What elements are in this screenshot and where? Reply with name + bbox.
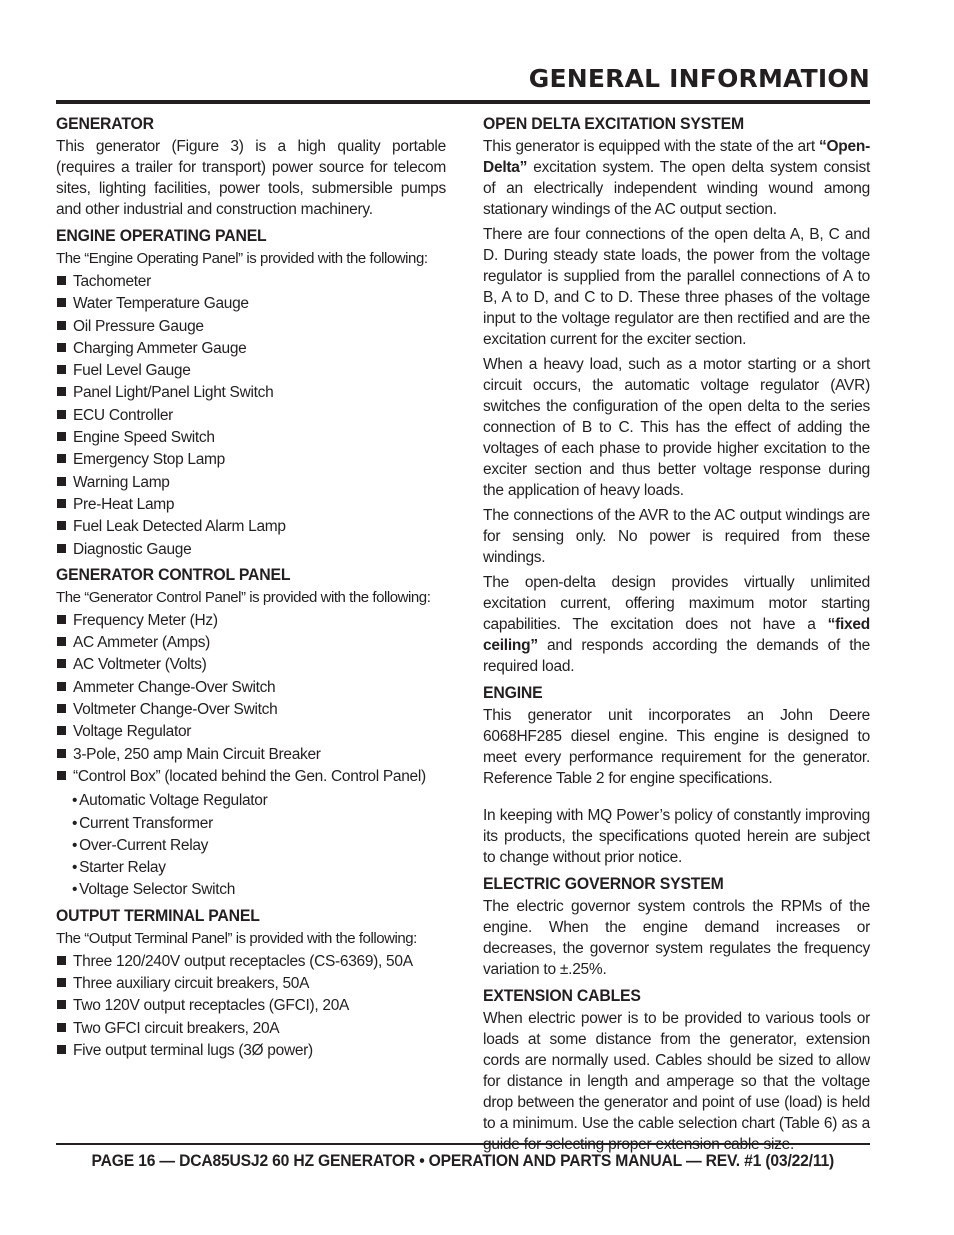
list-item-text: Ammeter Change-Over Switch: [73, 678, 276, 696]
page-footer: [56, 1152, 870, 1171]
list-item-text: AC Ammeter (Amps): [73, 634, 211, 652]
list-item-text: Panel Light/Panel Light Switch: [73, 384, 274, 402]
sub-list-item: [56, 835, 446, 857]
output-panel-list: [56, 951, 446, 1062]
right-column: [483, 112, 870, 1159]
list-item: [56, 316, 446, 338]
list-item: [56, 271, 446, 293]
list-item: [56, 654, 446, 676]
list-item: [56, 766, 446, 788]
list-item-text: Water Temperature Gauge: [73, 295, 249, 313]
output-panel-section: [56, 904, 446, 1062]
list-item-text: Fuel Level Gauge: [73, 362, 191, 380]
list-item-text: Three auxiliary circuit breakers, 50A: [73, 975, 310, 993]
list-item: [56, 610, 446, 632]
generator-heading: GENERATOR: [56, 114, 154, 133]
engine-heading: ENGINE: [483, 683, 543, 702]
governor-section: [483, 872, 870, 980]
control-box-sublist: [56, 790, 446, 901]
round-bullet-icon: •: [72, 859, 78, 877]
square-bullet-icon: [57, 637, 66, 646]
control-panel-list: [56, 610, 446, 788]
left-column: [56, 112, 446, 1064]
square-bullet-icon: [57, 659, 66, 668]
square-bullet-icon: [57, 499, 66, 508]
list-item: [56, 360, 446, 382]
engine-panel-section: [56, 224, 446, 561]
square-bullet-icon: [57, 321, 66, 330]
governor-paragraph: The electric governor system controls the RPMs of the engine. When the engine demand increases or decreases, the governor system regulates the frequency variation to ±.25%.: [483, 898, 870, 978]
list-item: [56, 494, 446, 516]
list-item-text: Two 120V output receptacles (GFCI), 20A: [73, 997, 350, 1015]
open-delta-p1-text: This generator is equipped with the state of the art: [483, 138, 819, 155]
list-item-text: Pre-Heat Lamp: [73, 495, 175, 513]
list-item-text: “Control Box” (located behind the Gen. Control Panel): [73, 767, 426, 785]
sub-list-item: [56, 879, 446, 901]
cables-paragraph: When electric power is to be provided to various tools or loads at some distance from the generator, extension cords are normally used. Cables should be sized to allow for distance in length and amperage so that the voltage drop between the generator and point of use (load) is held to a minimum. Use the cable selection chart (Table 6) as a: [483, 1010, 870, 1132]
square-bullet-icon: [57, 544, 66, 553]
list-item: [56, 516, 446, 538]
square-bullet-icon: [57, 1045, 66, 1054]
list-item: [56, 382, 446, 404]
round-bullet-icon: •: [72, 792, 78, 810]
square-bullet-icon: [57, 956, 66, 965]
generator-text: This generator (Figure 3) is a high quality portable (requires a trailer for transport) power source for telecom sites, lighting facilities, power tools, submersible pumps and other industrial and construction machinery.: [56, 138, 446, 218]
square-bullet-icon: [57, 477, 66, 486]
open-delta-paragraph-2: There are four connections of the open delta A, B, C and D. During steady state loads, the power from the voltage regulator is supplied from the parallel connections of A to B, A to D, and C to D. These three phases of the voltage input to the voltage regulator are then rectified and are the excitation current for the exciter section.: [483, 226, 870, 348]
open-delta-term: “Open-Delta”: [483, 138, 870, 176]
list-item-text: Emergency Stop Lamp: [73, 451, 225, 469]
list-item-text: Two GFCI circuit breakers, 20A: [73, 1019, 280, 1037]
round-bullet-icon: •: [72, 881, 78, 899]
open-delta-paragraph-4: The connections of the AVR to the AC output windings are for sensing only. No power is required from these windings.: [483, 507, 870, 566]
output-panel-intro: The “Output Terminal Panel” is provided with the following:: [56, 929, 417, 947]
open-delta-p5-text-cont: and responds according the demands of the required load.: [483, 637, 870, 675]
list-item-text: Engine Speed Switch: [73, 429, 215, 447]
list-item-text: Tachometer: [73, 273, 151, 290]
cables-section: [483, 984, 870, 1155]
engine-section: [483, 681, 870, 868]
square-bullet-icon: [57, 410, 66, 419]
output-panel-heading: OUTPUT TERMINAL PANEL: [56, 905, 260, 925]
engine-panel-list: [56, 271, 446, 561]
list-item-text: Warning Lamp: [73, 473, 170, 491]
list-item: [56, 951, 446, 973]
header-rule: [56, 100, 870, 104]
square-bullet-icon: [57, 771, 66, 780]
round-bullet-icon: •: [72, 814, 78, 832]
list-item-text: Diagnostic Gauge: [73, 540, 192, 558]
list-item: [56, 427, 446, 449]
list-item-text: Frequency Meter (Hz): [73, 611, 218, 629]
footer-rule: [56, 1143, 870, 1145]
open-delta-section: [483, 112, 870, 677]
open-delta-p1-text-cont: excitation system. The open delta system consist of an electrically independent winding wound among stationary windings of the AC output section.: [483, 159, 870, 218]
sub-list-item: [56, 790, 446, 812]
list-item: [56, 677, 446, 699]
page-title: GENERAL INFORMATION: [528, 64, 870, 93]
list-item: [56, 1040, 446, 1062]
engine-paragraph-2: In keeping with MQ Power’s policy of constantly improving its products, the specifications quoted herein are subject to change without prior notice.: [483, 807, 870, 866]
cables-heading: EXTENSION CABLES: [483, 986, 641, 1005]
list-item: [56, 699, 446, 721]
list-item-text: Three 120/240V output receptacles (CS-6369), 50A: [73, 952, 413, 970]
open-delta-heading: OPEN DELTA EXCITATION SYSTEM: [483, 114, 744, 133]
fixed-ceiling-term: “fixed ceiling”: [483, 616, 870, 654]
sub-list-item-text: Starter Relay: [79, 859, 166, 877]
sub-list-item: [56, 857, 446, 879]
list-item: [56, 539, 446, 561]
list-item-text: Voltage Regulator: [73, 723, 192, 741]
list-item: [56, 973, 446, 995]
open-delta-paragraph-5: [483, 572, 870, 677]
square-bullet-icon: [57, 978, 66, 987]
list-item-text: Charging Ammeter Gauge: [73, 339, 247, 357]
sub-list-item: [56, 813, 446, 835]
generator-section: [56, 112, 446, 220]
sub-list-item-text: Automatic Voltage Regulator: [79, 792, 268, 810]
list-item: [56, 472, 446, 494]
square-bullet-icon: [57, 682, 66, 691]
square-bullet-icon: [57, 749, 66, 758]
list-item: [56, 338, 446, 360]
square-bullet-icon: [57, 365, 66, 374]
list-item-text: Voltmeter Change-Over Switch: [73, 701, 278, 719]
open-delta-paragraph-3: When a heavy load, such as a motor starting or a short circuit occurs, the automatic voltage regulator (AVR) switches the configuration of the open delta to the series connection of B to C. This has the effect of adding the voltages of each phase to provide higher excitation to the exciter section and thus better voltage response during the application of heavy loads.: [483, 356, 870, 499]
list-item: [56, 449, 446, 471]
round-bullet-icon: •: [72, 836, 78, 854]
list-item: [56, 995, 446, 1017]
engine-panel-heading: ENGINE OPERATING PANEL: [56, 226, 267, 245]
list-item: [56, 293, 446, 315]
square-bullet-icon: [57, 1023, 66, 1032]
governor-heading: ELECTRIC GOVERNOR SYSTEM: [483, 874, 724, 893]
square-bullet-icon: [57, 343, 66, 352]
footer-text: PAGE 16 — DCA85USJ2 60 HZ GENERATOR • OPERATION AND PARTS MANUAL — REV. #1 (03/22/11): [91, 1152, 835, 1170]
list-item-text: Oil Pressure Gauge: [73, 317, 204, 335]
engine-paragraph-1: This generator unit incorporates an John Deere 6068HF285 diesel engine. This engine is designed to meet every performance requirement for the generator. Reference Table 2 for engine specifications.: [483, 707, 870, 787]
engine-panel-intro: The “Engine Operating Panel” is provided with the following:: [56, 250, 428, 267]
open-delta-paragraph-1: [483, 136, 870, 220]
spacer: [483, 793, 870, 805]
square-bullet-icon: [57, 521, 66, 530]
list-item-text: AC Voltmeter (Volts): [73, 656, 207, 674]
square-bullet-icon: [57, 387, 66, 396]
sub-list-item-text: Current Transformer: [79, 814, 213, 832]
sub-list-item-text: Voltage Selector Switch: [79, 881, 236, 899]
sub-list-item-text: Over-Current Relay: [79, 836, 209, 854]
list-item: [56, 1018, 446, 1040]
square-bullet-icon: [57, 726, 66, 735]
list-item-text: Five output terminal lugs (3Ø power): [73, 1041, 313, 1059]
list-item: [56, 405, 446, 427]
list-item-text: Fuel Leak Detected Alarm Lamp: [73, 518, 286, 536]
list-item-text: ECU Controller: [73, 406, 174, 424]
control-panel-section: [56, 563, 446, 902]
list-item: [56, 632, 446, 654]
square-bullet-icon: [57, 454, 66, 463]
square-bullet-icon: [57, 615, 66, 624]
control-panel-heading: GENERATOR CONTROL PANEL: [56, 564, 291, 584]
open-delta-p5-text: The open-delta design provides virtually unlimited excitation current, offering maximum motor starting capabilities. The excitation does not have a: [483, 574, 870, 633]
square-bullet-icon: [57, 1000, 66, 1009]
square-bullet-icon: [57, 704, 66, 713]
list-item: [56, 721, 446, 743]
square-bullet-icon: [57, 276, 66, 285]
square-bullet-icon: [57, 432, 66, 441]
list-item: [56, 744, 446, 766]
list-item-text: 3-Pole, 250 amp Main Circuit Breaker: [73, 745, 321, 763]
square-bullet-icon: [57, 298, 66, 307]
control-panel-intro: The “Generator Control Panel” is provided with the following:: [56, 588, 431, 606]
